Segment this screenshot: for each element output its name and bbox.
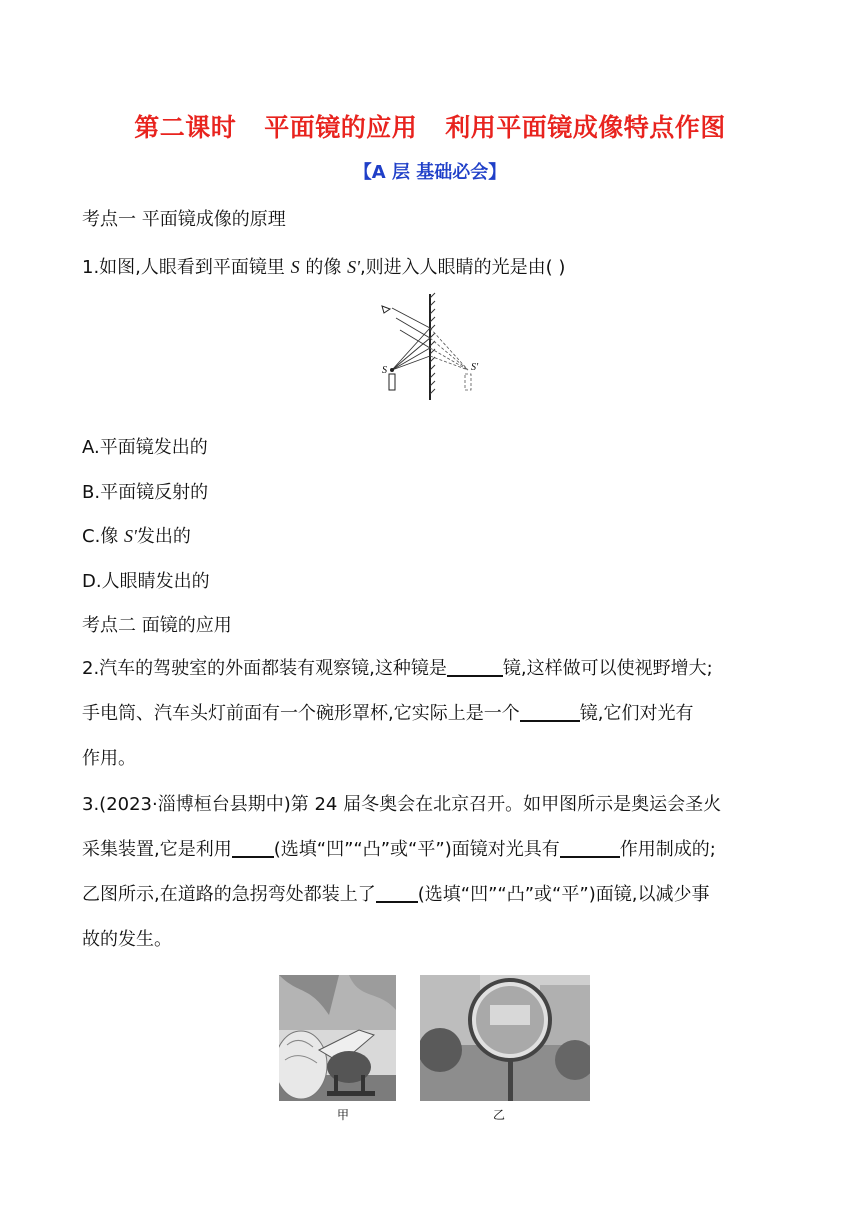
answer-blank[interactable] (376, 881, 418, 903)
mirror-figure (370, 290, 500, 405)
q3-line4: 故的发生。 (82, 929, 172, 950)
q2-line2a: 手电筒、汽车头灯前面有一个碗形罩杯,它实际上是一个 (82, 703, 520, 724)
title-subtopic: 利用平面镜成像特点作图 (445, 113, 726, 142)
q3-line3b: (选填“凹”“凸”或“平”)面镜,以减少事 (417, 884, 710, 905)
q3-line2a: 采集装置,它是利用 (82, 839, 232, 860)
q2-line1b: 镜,这样做可以使视野增大; (502, 658, 713, 679)
photo-convex-mirror (420, 975, 590, 1101)
option-c-prefix: C.像 (82, 526, 125, 547)
section-heading-2: 考点二 面镜的应用 (82, 615, 232, 636)
q1-prefix: 1.如图,人眼看到平面镜里 (82, 257, 291, 278)
option-d: D.人眼睛发出的 (82, 571, 210, 592)
caption-jia: 甲 (337, 1108, 350, 1122)
q2-line3: 作用。 (82, 748, 136, 769)
q1-suffix: ,则进入人眼睛的光是由( ) (359, 257, 566, 278)
section-heading-1: 考点一 平面镜成像的原理 (82, 209, 286, 230)
caption-yi: 乙 (493, 1108, 506, 1122)
option-c-suffix: 发出的 (136, 526, 191, 547)
q1-s: S (290, 257, 300, 277)
q3-line2c: 作用制成的; (619, 839, 716, 860)
answer-blank[interactable] (232, 836, 274, 858)
option-a: A.平面镜发出的 (82, 437, 208, 458)
label-s-image: S' (471, 362, 479, 373)
q3-line1: 3.(2023·淄博桓台县期中)第 24 届冬奥会在北京召开。如甲图所示是奥运会圣火 (82, 794, 722, 815)
q3-line2b: (选填“凹”“凸”或“平”)面镜对光具有 (273, 839, 560, 860)
q3-line3a: 乙图所示,在道路的急拐弯处都装上了 (82, 884, 376, 905)
answer-blank[interactable] (520, 700, 580, 722)
layer-heading: 【A 层 基础必会】 (353, 162, 507, 183)
option-b: B.平面镜反射的 (82, 482, 209, 503)
option-c-s-image: S' (124, 526, 137, 546)
question-3 (82, 782, 782, 962)
q1-mid: 的像 (299, 257, 348, 278)
label-s: S (382, 365, 387, 376)
question-1-stem (82, 253, 565, 279)
option-c (82, 522, 191, 548)
answer-blank[interactable] (447, 655, 503, 677)
question-2 (82, 646, 782, 781)
title-lesson: 第二课时 (134, 113, 237, 142)
title-topic: 平面镜的应用 (264, 113, 418, 142)
q2-line1a: 2.汽车的驾驶室的外面都装有观察镜,这种镜是 (82, 658, 447, 679)
q2-line2b: 镜,它们对光有 (579, 703, 694, 724)
photo-torch-lighting (279, 975, 396, 1101)
page-title (0, 108, 860, 144)
answer-blank[interactable] (560, 836, 620, 858)
q1-s-image: S' (347, 257, 360, 277)
